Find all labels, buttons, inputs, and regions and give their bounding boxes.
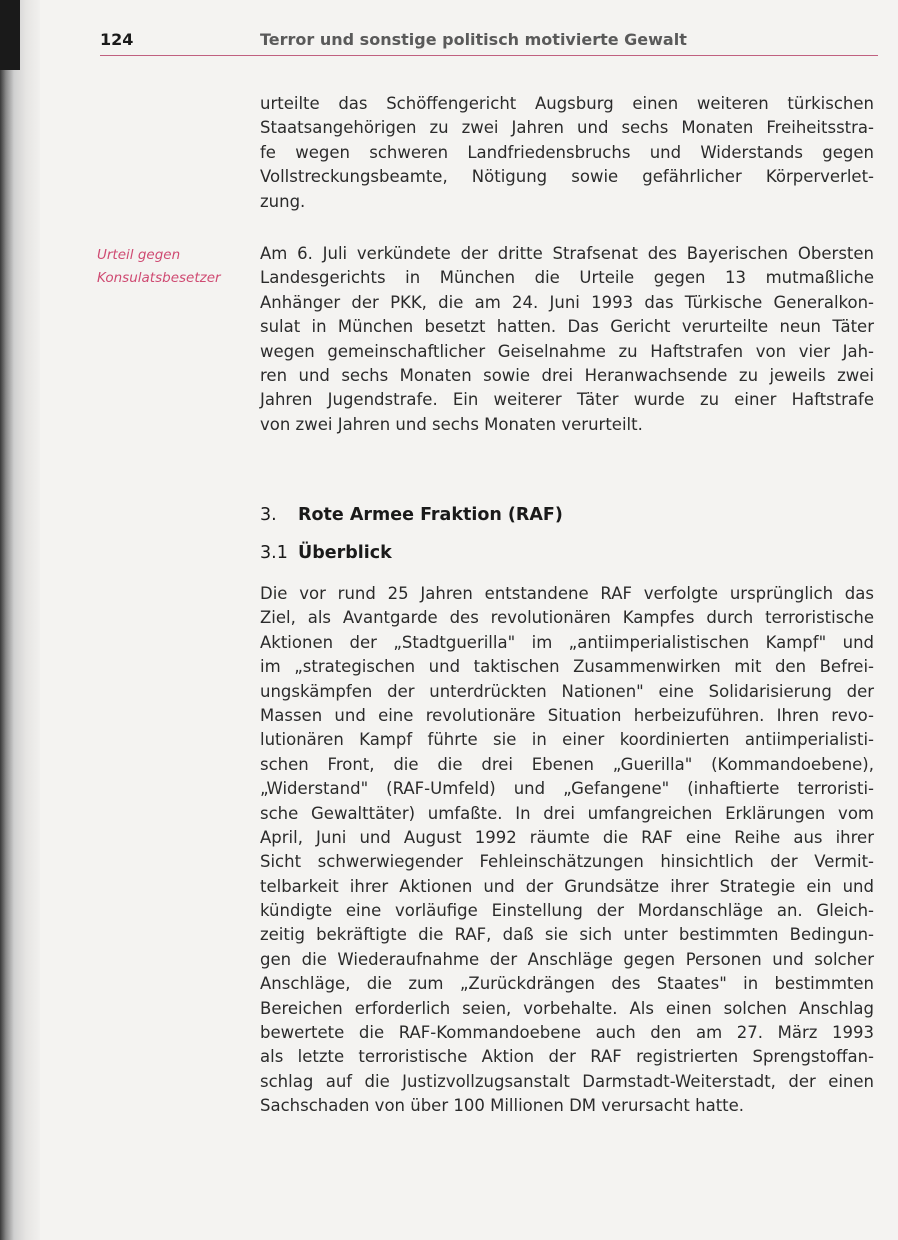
header-rule — [100, 55, 878, 56]
text-line: „Widerstand" (RAF-Umfeld) und „Gefangene" (inhaftierte terroristi- — [260, 779, 874, 799]
text-line: Staatsangehörigen zu zwei Jahren und sechs Monaten Freiheitsstra- — [260, 118, 874, 138]
book-binding-edge — [0, 0, 40, 1240]
margin-note — [97, 244, 257, 290]
text-line: April, Juni und August 1992 räumte die RAF eine Reihe aus ihrer — [260, 827, 874, 847]
text-line: Vollstreckungsbeamte, Nötigung sowie gefährlicher Körperverlet- — [260, 167, 874, 187]
page-number: 124 — [100, 30, 134, 49]
subsection-number: 3.1 — [260, 543, 288, 563]
text-line: gen die Wiederaufnahme der Anschläge gegen Personen und solcher — [260, 949, 874, 969]
text-line: Anhänger der PKK, die am 24. Juni 1993 das Türkische Generalkon- — [260, 292, 874, 312]
text-line: telbarkeit ihrer Aktionen und der Grundsätze ihrer Strategie ein und — [260, 876, 874, 896]
text-line: von zwei Jahren und sechs Monaten verurteilt. — [260, 414, 643, 434]
text-line: schen Front, die die drei Ebenen „Guerilla" (Kommandoebene), — [260, 754, 874, 774]
text-line: fe wegen schweren Landfriedensbruchs und Widerstands gegen — [260, 142, 874, 162]
text-line: im „strategischen und taktischen Zusammenwirken mit den Befrei- — [260, 657, 874, 677]
text-line: Massen und eine revolutionäre Situation herbeizuführen. Ihren revo- — [260, 705, 874, 725]
text-line: Sicht schwerwiegender Fehleinschätzungen hinsichtlich der Vermit- — [260, 852, 874, 872]
text-line: Landesgerichts in München die Urteile gegen 13 mutmaßliche — [260, 268, 874, 288]
text-line: lutionären Kampf führte sie in einer koordinierten antiimperialisti- — [260, 730, 874, 750]
paragraph-konsulatsbesetzer — [260, 242, 874, 437]
text-line: ungskämpfen der unterdrückten Nationen" eine Solidarisierung der — [260, 681, 874, 701]
text-line: zeitig bekräftigte die RAF, daß sie sich unter bestimmten Bedingun- — [260, 925, 874, 945]
running-header: Terror und sonstige politisch motivierte Gewalt — [260, 30, 687, 49]
section-number: 3. — [260, 505, 277, 525]
text-line: ren und sechs Monaten sowie drei Heranwachsende zu jeweils zwei — [260, 365, 874, 385]
text-line: Die vor rund 25 Jahren entstandene RAF verfolgte ursprünglich das — [260, 584, 874, 603]
text-line: Jahren Jugendstrafe. Ein weiterer Täter wurde zu einer Haftstrafe — [260, 390, 874, 410]
subsection-title: Überblick — [298, 543, 392, 563]
subsection-heading — [260, 543, 392, 563]
binding-tab — [0, 0, 20, 70]
text-line: sche Gewalttäter) umfaßte. In drei umfangreichen Erklärungen vom — [260, 803, 874, 823]
margin-note-line: Konsulatsbesetzer — [97, 270, 221, 286]
paragraph-schoeffengericht — [260, 92, 874, 214]
margin-note-line: Urteil gegen — [97, 247, 181, 263]
text-line: urteilte das Schöffengericht Augsburg einen weiteren türkischen — [260, 94, 874, 113]
text-line: Aktionen der „Stadtguerilla" im „antiimperialistischen Kampf" und — [260, 632, 874, 652]
text-line: sulat in München besetzt hatten. Das Gericht verurteilte neun Täter — [260, 317, 874, 337]
section-title: Rote Armee Fraktion (RAF) — [298, 505, 563, 525]
text-line: Am 6. Juli verkündete der dritte Strafsenat des Bayerischen Obersten — [260, 244, 874, 263]
text-line: Bereichen erforderlich seien, vorbehalte. Als einen solchen Anschlag — [260, 998, 874, 1018]
text-line: wegen gemeinschaftlicher Geiselnahme zu Haftstrafen von vier Jah- — [260, 341, 874, 361]
text-line: Ziel, als Avantgarde des revolutionären Kampfes durch terroristische — [260, 608, 874, 628]
text-line: als letzte terroristische Aktion der RAF registrierten Sprengstoffan- — [260, 1047, 874, 1067]
text-line: schlag auf die Justizvollzugsanstalt Darmstadt-Weiterstadt, der einen — [260, 1071, 874, 1091]
paragraph-raf-overview — [260, 582, 874, 1119]
text-line: Anschläge, die zum „Zurückdrängen des Staates" in bestimmten — [260, 974, 874, 994]
text-line: zung. — [260, 191, 306, 211]
text-line: kündigte eine vorläufige Einstellung der Mordanschläge an. Gleich- — [260, 901, 874, 921]
text-line: Sachschaden von über 100 Millionen DM verursacht hatte. — [260, 1096, 745, 1116]
text-line: bewertete die RAF-Kommandoebene auch den am 27. März 1993 — [260, 1023, 874, 1043]
section-heading — [260, 505, 563, 525]
